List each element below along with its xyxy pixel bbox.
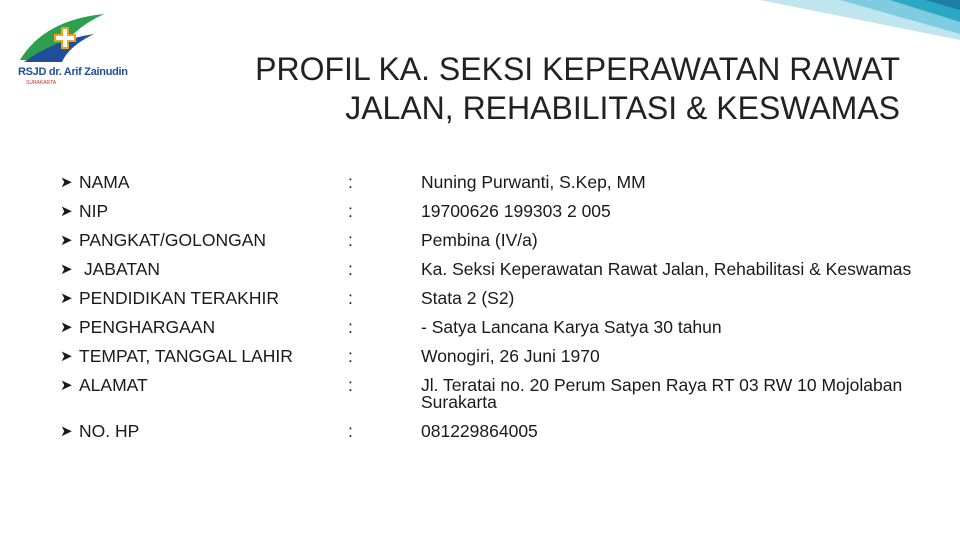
arrow-bullet-icon: ➤	[60, 232, 73, 249]
logo-name: RSJD dr. Arif Zainudin	[18, 66, 128, 78]
hospital-logo	[14, 10, 114, 90]
row-separator: :	[348, 288, 353, 308]
arrow-bullet-icon: ➤	[60, 423, 73, 440]
row-label: JABATAN	[79, 259, 161, 279]
row-label: PENDIDIKAN TERAKHIR	[79, 288, 279, 308]
profile-row-nama	[60, 174, 920, 191]
logo-subtitle: SURAKARTA	[26, 80, 57, 86]
row-separator: :	[348, 230, 353, 250]
row-value: Stata 2 (S2)	[421, 288, 515, 308]
corner-decoration	[720, 0, 960, 40]
arrow-bullet-icon: ➤	[60, 203, 73, 220]
profile-row-nohp	[60, 423, 920, 440]
profile-row-alamat	[60, 377, 920, 411]
row-value: Jl. Teratai no. 20 Perum Sapen Raya RT 03 RW 10 Mojolaban Surakarta	[421, 375, 903, 412]
row-value: - Satya Lancana Karya Satya 30 tahun	[421, 317, 722, 337]
profile-row-jabatan	[60, 261, 920, 278]
row-label: NO. HP	[79, 421, 140, 441]
row-label: ALAMAT	[79, 375, 148, 395]
row-value: 19700626 199303 2 005	[421, 201, 611, 221]
row-value: Nuning Purwanti, S.Kep, MM	[421, 172, 646, 192]
profile-row-pangkat	[60, 232, 920, 249]
row-value: Ka. Seksi Keperawatan Rawat Jalan, Rehabilitasi & Keswamas	[421, 259, 912, 279]
row-value: 081229864005	[421, 421, 538, 441]
profile-row-nip	[60, 203, 920, 220]
row-label: PANGKAT/GOLONGAN	[79, 230, 267, 250]
row-label: TEMPAT, TANGGAL LAHIR	[79, 346, 293, 366]
profile-table	[60, 174, 920, 440]
row-label: NIP	[79, 201, 109, 221]
row-separator: :	[348, 172, 353, 192]
arrow-bullet-icon: ➤	[60, 377, 73, 394]
row-separator: :	[348, 201, 353, 221]
row-value: Wonogiri, 26 Juni 1970	[421, 346, 600, 366]
row-separator: :	[348, 259, 353, 279]
row-label: NAMA	[79, 172, 130, 192]
page-title: PROFIL KA. SEKSI KEPERAWATAN RAWAT JALAN, REHABILITASI & KESWAMAS	[255, 51, 900, 126]
arrow-bullet-icon: ➤	[60, 174, 73, 191]
arrow-bullet-icon: ➤	[60, 348, 73, 365]
profile-row-penghargaan	[60, 319, 920, 336]
arrow-bullet-icon: ➤	[60, 319, 73, 336]
row-value: Pembina (IV/a)	[421, 230, 538, 250]
arrow-bullet-icon: ➤	[60, 261, 73, 278]
row-separator: :	[348, 346, 353, 366]
arrow-bullet-icon: ➤	[60, 290, 73, 307]
row-separator: :	[348, 421, 353, 441]
row-separator: :	[348, 317, 353, 337]
profile-row-pendidikan	[60, 290, 920, 307]
row-separator: :	[348, 375, 353, 395]
row-label: PENGHARGAAN	[79, 317, 216, 337]
profile-row-ttl	[60, 348, 920, 365]
